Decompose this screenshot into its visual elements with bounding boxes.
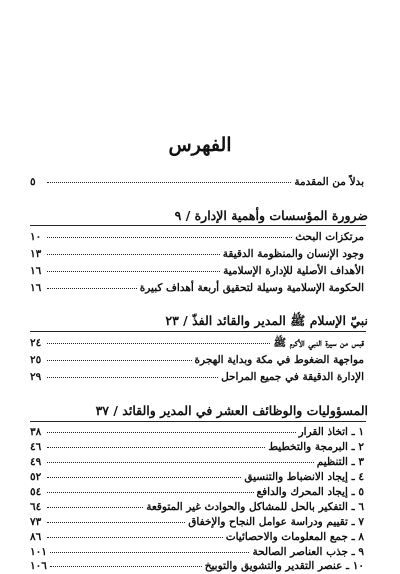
toc-entry [30, 485, 364, 499]
leader-dots [47, 360, 192, 361]
entry-page: ٤٦ [30, 441, 42, 453]
entry-text: ٣ ـ التنظيم [316, 456, 364, 468]
entry-page: ٧٣ [30, 516, 42, 528]
leader-dots [47, 377, 218, 378]
toc-entry [30, 281, 364, 295]
toc-entry [30, 370, 364, 384]
section-rule [30, 225, 366, 226]
toc-entry [30, 440, 364, 454]
entry-page: ١٠ [30, 231, 42, 243]
entry-text: مرتكزات البحث [295, 231, 364, 243]
leader-dots [47, 537, 223, 538]
leader-dots [50, 566, 202, 567]
leader-dots [47, 447, 265, 448]
toc-entry [30, 545, 364, 559]
leader-dots [47, 288, 137, 289]
toc-entry [30, 559, 364, 573]
section-rule [30, 421, 366, 422]
toc-entry [30, 515, 364, 529]
toc-entry [30, 230, 364, 244]
entry-text: ٥ ـ إيجاد المحرك والدافع [256, 486, 364, 498]
entry-text: ٨ ـ جمع المعلومات والاحصائيات [225, 531, 364, 543]
entry-page: ٥٢ [30, 471, 42, 483]
leader-dots [47, 507, 143, 508]
leader-dots [47, 271, 220, 272]
entry-page: ٢٩ [30, 371, 42, 383]
entry-text: الأهداف الأصلية للإدارة الإسلامية [223, 265, 364, 277]
entry-page: ٥ [30, 176, 36, 188]
toc-entry [30, 264, 364, 278]
toc-entry [30, 500, 364, 514]
entry-page: ٦٤ [30, 501, 42, 513]
entry-page: ٣٨ [30, 426, 42, 438]
entry-text: قبس من سيرة النبي الأكرم ﷺ [273, 337, 364, 349]
toc-entry [30, 455, 364, 469]
page-title: الفهرس [168, 134, 232, 156]
entry-page: ١٦ [30, 265, 42, 277]
leader-dots [47, 492, 254, 493]
entry-text: بدلاً من المقدمة [294, 176, 364, 188]
leader-dots [47, 254, 220, 255]
section-heading: ضرورة المؤسسات وأهمية الإدارة / ٩ [174, 208, 368, 223]
leader-dots [50, 552, 250, 553]
entry-page: ١٠٦ [30, 560, 47, 572]
section-rule [30, 331, 366, 332]
leader-dots [47, 477, 241, 478]
leader-dots [47, 343, 270, 344]
entry-text: الحكومة الإسلامية وسيلة لتحقيق أربعة أهداف كبيرة [139, 282, 364, 294]
entry-text: ٩ ـ جذب العناصر الصالحة [252, 546, 364, 558]
entry-page: ٤٩ [30, 456, 42, 468]
entry-page: ٢٥ [30, 354, 42, 366]
toc-entry-intro [30, 175, 364, 189]
entry-text: ١٠ ـ عنصر التقدير والتشويق والتوبيخ [204, 560, 364, 572]
entry-page: ٥٤ [30, 486, 42, 498]
entry-text: وجود الإنسان والمنظومة الدقيقة [222, 248, 364, 260]
entry-page: ٨٦ [30, 531, 42, 543]
entry-page: ١٦ [30, 282, 42, 294]
entry-text: الإدارة الدقيقة في جميع المراحل [221, 371, 364, 383]
entry-text: ٧ ـ تقييم ودراسة عوامل النجاح والإخفاق [188, 516, 364, 528]
toc-entry [30, 470, 364, 484]
leader-dots [47, 237, 292, 238]
entry-page: ٢٤ [30, 337, 42, 349]
leader-dots [47, 182, 291, 183]
entry-text: ٤ ـ إيجاد الانضباط والتنسيق [244, 471, 364, 483]
entry-text: ٦ ـ التفكير بالحل للمشاكل والحوادث غير المتوقعة [146, 501, 364, 513]
toc-entry [30, 247, 364, 261]
section-heading: المسؤوليات والوظائف العشر في المدير والقائد / ٣٧ [95, 403, 368, 418]
leader-dots [47, 432, 296, 433]
entry-page: ١٣ [30, 248, 42, 260]
section-heading: نبيّ الإسلام ﷺ المدير والقائد الفذّ / ٢٣ [165, 313, 368, 328]
entry-page: ١٠١ [30, 546, 47, 558]
toc-entry [30, 353, 364, 367]
toc-entry [30, 530, 364, 544]
entry-text: مواجهة الضغوط في مكة وبداية الهجرة [194, 354, 364, 366]
toc-entry [30, 336, 364, 350]
leader-dots [47, 462, 314, 463]
leader-dots [47, 522, 185, 523]
entry-text: ٢ ـ البرمجة والتخطيط [268, 441, 364, 453]
entry-text: ١ ـ اتخاذ القرار [298, 426, 364, 438]
toc-entry [30, 425, 364, 439]
